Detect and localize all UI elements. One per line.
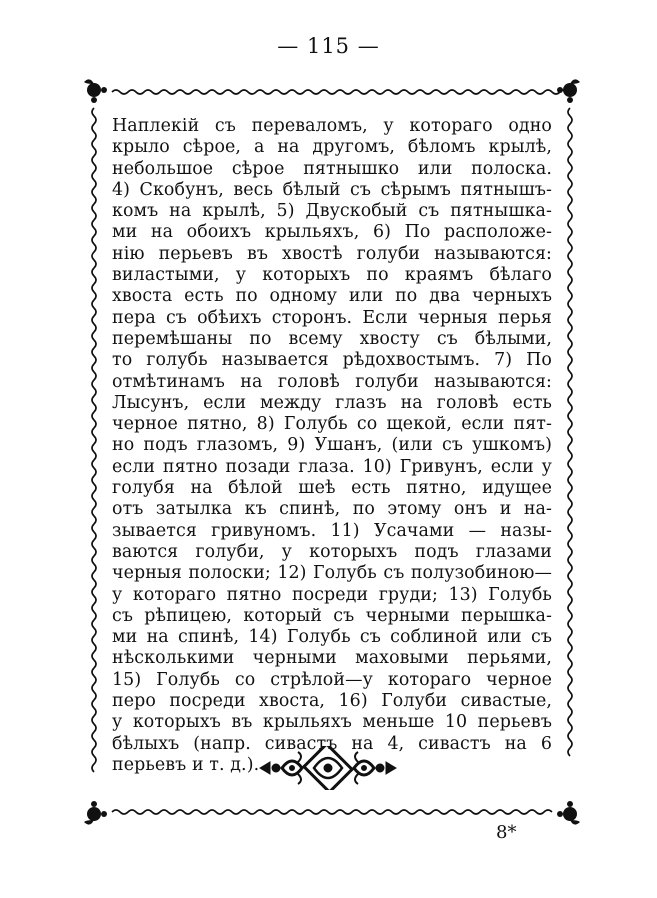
text-line: бѣлыхъ (напр. сивастъ на 4, сивастъ на 6 <box>112 733 552 754</box>
text-line: если пятно позади глаза. 10) Гривунъ, если у <box>112 456 552 477</box>
signature-mark: 8* <box>496 822 517 843</box>
right-border-rule <box>568 108 572 756</box>
text-line: то голубь называется рѣдохвостымъ. 7) По <box>112 350 552 371</box>
text-line: Лысунъ, если между глазъ на головѣ есть <box>112 392 552 413</box>
left-border-rule <box>92 108 96 772</box>
text-line: крыло сѣрое, а на другомъ, бѣломъ крылѣ, <box>112 137 552 158</box>
text-line: ми на обоихъ крыльяхъ, 6) По расположе- <box>112 222 552 243</box>
text-line: комъ на крылѣ, 5) Двускобый съ пятнышка- <box>112 201 552 222</box>
text-line: нѣсколькими черными маховыми перьями, <box>112 648 552 669</box>
corner-ornament-top-right <box>557 79 580 103</box>
text-line: но подъ глазомъ, 9) Ушанъ, (или съ ушкомъ) <box>112 435 552 456</box>
text-line: виластыми, у которыхъ по краямъ бѣлаго <box>112 265 552 286</box>
text-line: Наплекій съ переваломъ, у котораго одно <box>112 116 552 136</box>
body-text <box>112 116 552 776</box>
text-line: черное пятно, 8) Голубь со щекой, если пят- <box>112 414 552 435</box>
text-line: у которыхъ въ крыльяхъ меньше 10 перьевъ <box>112 712 552 733</box>
text-line: у котораго пятно посреди груди; 13) Голубь <box>112 584 552 605</box>
text-line: хвоста есть по одному или по два черныхъ <box>112 286 552 307</box>
bottom-border-rule <box>112 810 552 814</box>
corner-ornament-top-left <box>84 79 107 103</box>
top-border-rule <box>112 90 568 94</box>
text-line: черныя полоски; 12) Голубь съ полузобиною— <box>112 563 552 584</box>
corner-ornament-bottom-left <box>84 801 107 825</box>
text-line: пера съ обѣихъ сторонъ. Если черныя перья <box>112 307 552 328</box>
page-number: — 115 — <box>277 34 380 58</box>
text-line: 4) Скобунъ, весь бѣлый съ сѣрымъ пятнышъ- <box>112 179 552 200</box>
text-line: отмѣтинамъ на головѣ голуби называются: <box>112 371 552 392</box>
corner-ornament-bottom-right <box>557 801 580 825</box>
text-line: отъ затылка къ спинѣ, по этому онъ и на- <box>112 499 552 520</box>
text-line: перьевъ и т. д.). <box>112 754 260 775</box>
text-line: голубя на бѣлой шеѣ есть пятно, идущее <box>112 478 552 499</box>
text-line: 15) Голубь со стрѣлой—у котораго черное <box>112 669 552 690</box>
text-line: съ рѣпицею, который съ черными перышка- <box>112 605 552 626</box>
text-line: ми на спинѣ, 14) Голубь съ соблиной или съ <box>112 627 552 648</box>
text-line: перемѣшаны по всему хвосту съ бѣлыми, <box>112 328 552 349</box>
text-line: зывается гривуномъ. 11) Усачами — назы- <box>112 520 552 541</box>
text-line: перо посреди хвоста, 16) Голуби сивастые, <box>112 691 552 712</box>
text-line: ваются голуби, у которыхъ подъ глазами <box>112 541 552 562</box>
text-line: нію перьевъ въ хвостѣ голуби называются: <box>112 243 552 264</box>
text-line: небольшое сѣрое пятнышко или полоска. <box>112 158 552 179</box>
decorative-vignette <box>258 746 398 790</box>
